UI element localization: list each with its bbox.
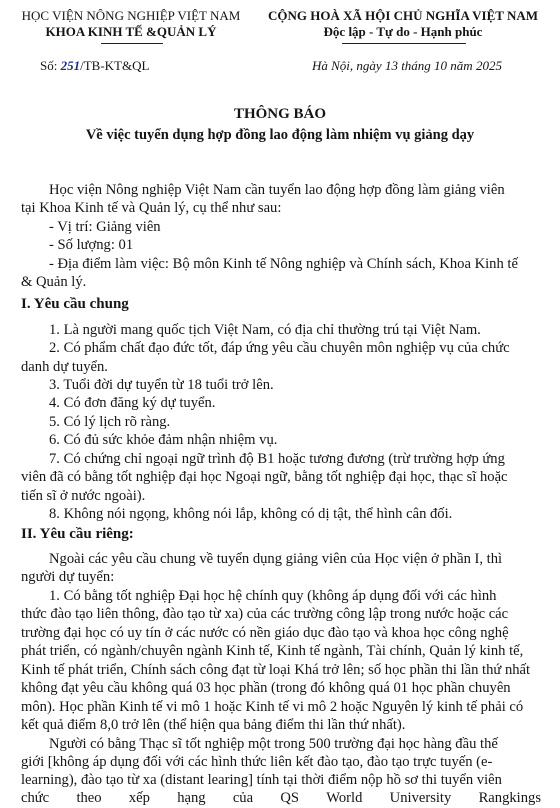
requirement-item: 3. Tuổi đời dự tuyển từ 18 tuổi trở lên. bbox=[49, 377, 274, 393]
body-line: người dự tuyển: bbox=[21, 569, 115, 585]
body-line: Kinh tế phát triển, Chính sách công đạt từ loại Khá trở lên; số học phần thi lần thứ nhất bbox=[21, 662, 531, 678]
word: QS bbox=[280, 790, 300, 806]
requirement-item: 5. Có lý lịch rõ ràng. bbox=[49, 414, 171, 430]
requirement-item: 8. Không nói ngọng, không nói lắp, không có dị tật, thể hình cân đối. bbox=[49, 506, 453, 522]
body-line: giới [không áp dụng đối với các hình thức liên kết đào tạo, đào tạo trực tuyến (e- bbox=[21, 754, 493, 770]
body-line: 1. Có bằng tốt nghiệp Đại học hệ chính quy (không áp dụng đối với các hình bbox=[49, 588, 497, 604]
body-line: trường đại học có uy tín ở các nước có nền giáo dục đào tạo và khoa học công nghệ bbox=[21, 625, 509, 641]
body-line: phát triển, có ngành/chuyên ngành Kinh tế, Kinh tế ngành, Tài chính, Quản lý kinh tế, bbox=[21, 643, 524, 659]
word: World bbox=[326, 790, 363, 806]
faculty-name: KHOA KINH TẾ &QUẢN LÝ bbox=[45, 24, 217, 39]
requirement-item: 7. Có chứng chỉ ngoại ngữ trình độ B1 hoặc tương đương (trừ trường hợp ứng bbox=[49, 451, 505, 467]
requirement-item: 1. Là người mang quốc tịch Việt Nam, có địa chỉ thường trú tại Việt Nam. bbox=[49, 322, 481, 338]
requirement-item: 6. Có đủ sức khỏe đảm nhận nhiệm vụ. bbox=[49, 432, 278, 448]
left-header-underline bbox=[101, 43, 163, 44]
word: theo bbox=[76, 790, 102, 806]
requirement-item: viên đã có bằng tốt nghiệp đại học Ngoại ngữ, bằng tốt nghiệp đại học, thạc sĩ hoặc bbox=[21, 469, 508, 485]
word: hạng bbox=[177, 790, 206, 806]
word: chức bbox=[21, 790, 50, 806]
document-number bbox=[40, 58, 149, 74]
position-line: - Vị trí: Giảng viên bbox=[49, 219, 161, 235]
national-motto: Độc lập - Tự do - Hạnh phúc bbox=[323, 24, 483, 39]
workplace-line: & Quản lý. bbox=[21, 274, 87, 290]
handwritten-number: 251 bbox=[60, 58, 81, 73]
place-date: Hà Nội, ngày 13 tháng 10 năm 2025 bbox=[312, 58, 502, 73]
body-line: Ngoài các yêu cầu chung về tuyển dụng giảng viên của Học viện ở phần I, thì bbox=[49, 551, 503, 567]
requirement-item: 2. Có phẩm chất đạo đức tốt, đáp ứng yêu cầu chuyên môn nghiệp vụ của chức bbox=[49, 340, 510, 356]
body-line: không đạt yêu cầu không quá 03 học phần (trong đó không quá 01 học phần chuyên bbox=[21, 680, 511, 696]
document-subtitle: Về việc tuyển dụng hợp đồng lao động làm nhiệm vụ giảng dạy bbox=[85, 127, 475, 143]
body-line: thức đào tạo liên thông, đào tạo từ xa) của các trường công lập trong nước hoặc các bbox=[21, 606, 509, 622]
right-header-underline bbox=[342, 43, 466, 44]
body-line-justified bbox=[21, 789, 541, 808]
intro-line: tại Khoa Kinh tế và Quản lý, cụ thể như sau: bbox=[21, 200, 282, 216]
requirement-item: 4. Có đơn đăng ký dự tuyển. bbox=[49, 395, 216, 411]
section-heading: I. Yêu cầu chung bbox=[21, 296, 129, 312]
word: của bbox=[232, 790, 254, 806]
intro-line: Học viện Nông nghiệp Việt Nam cần tuyển lao động hợp đồng làm giảng viên bbox=[49, 182, 505, 198]
body-line: learning), đào tạo từ xa (distant learing] tính tại thời điểm nộp hồ sơ thi tuyển viên bbox=[21, 772, 502, 788]
body-line: môn). Học phần Kinh tế vi mô 1 hoặc Kinh tế vi mô 2 hoặc Nguyên lý kinh tế phải có bbox=[21, 699, 524, 715]
country-name: CỘNG HOÀ XÃ HỘI CHỦ NGHĨA VIỆT NAM bbox=[267, 8, 539, 23]
workplace-line: - Địa điểm làm việc: Bộ môn Kinh tế Nông nghiệp và Chính sách, Khoa Kinh tế bbox=[49, 256, 518, 272]
word: Rangkings bbox=[478, 790, 541, 806]
document-title: THÔNG BÁO bbox=[233, 106, 327, 122]
requirement-item: danh dự tuyển. bbox=[21, 359, 108, 375]
requirement-item: tiến sĩ ở nước ngoài). bbox=[21, 488, 146, 504]
body-line: Người có bằng Thạc sĩ tốt nghiệp một trong 500 trường đại học hàng đầu thế bbox=[49, 736, 498, 752]
institute-name: HỌC VIỆN NÔNG NGHIỆP VIỆT NAM bbox=[21, 8, 241, 23]
number-suffix: /TB-KT&QL bbox=[80, 58, 150, 73]
body-line: kết quả điểm 8,0 trở lên (thể hiện qua bảng điểm thi lần thứ nhất). bbox=[21, 717, 406, 733]
number-prefix: Số: bbox=[40, 58, 61, 73]
section-heading: II. Yêu cầu riêng: bbox=[21, 526, 134, 542]
quantity-line: - Số lượng: 01 bbox=[49, 237, 134, 253]
word: xếp bbox=[128, 790, 150, 806]
word: University bbox=[389, 790, 452, 806]
